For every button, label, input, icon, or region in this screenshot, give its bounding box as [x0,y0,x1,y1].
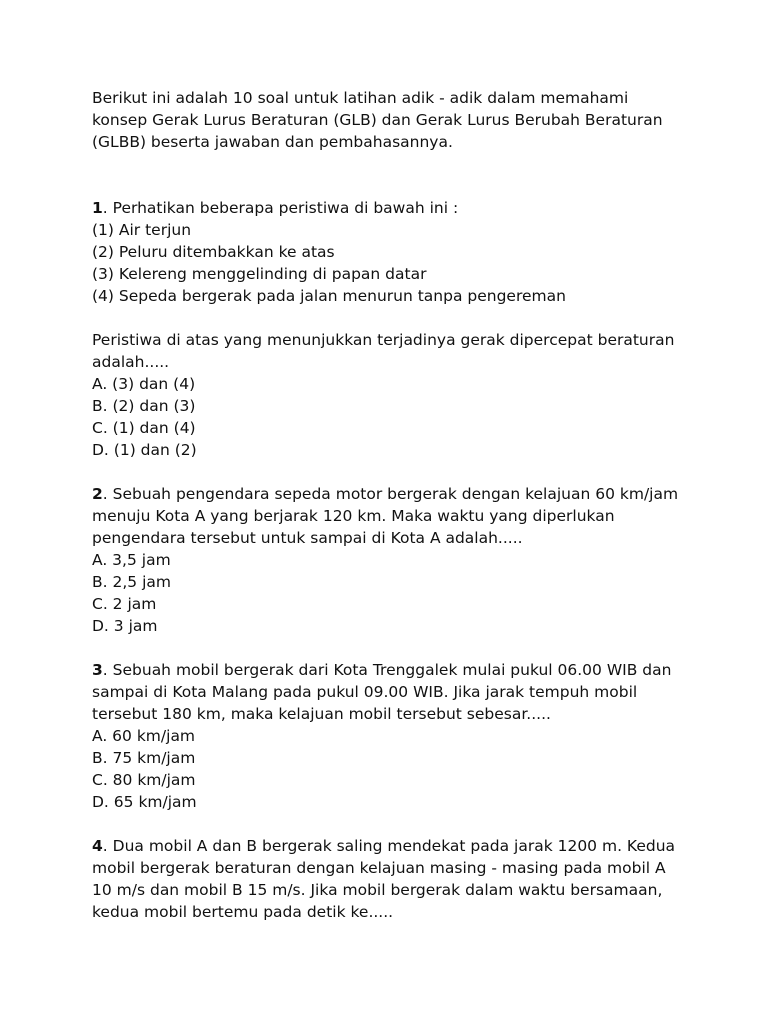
question-text-line: tersebut 180 km, maka kelajuan mobil tersebut sebesar..... [92,705,551,723]
question-2-heading [92,483,692,505]
question-number: 2 [92,485,103,503]
answer-option: C. 2 jam [92,595,157,613]
question-1 [92,197,692,307]
answer-option: B. 75 km/jam [92,749,196,767]
question-text: . Perhatikan beberapa peristiwa di bawah ini : [102,199,459,217]
question-stem-line: adalah..... [92,353,170,371]
question-number: 4 [92,837,103,855]
answer-option: A. (3) dan (4) [92,375,196,393]
intro-line: (GLBB) beserta jawaban dan pembahasannya. [92,133,453,151]
intro-line: Berikut ini adalah 10 soal untuk latihan adik - adik dalam memahami [92,89,629,107]
answer-option: D. (1) dan (2) [92,441,197,459]
event-item: (1) Air terjun [92,221,192,239]
question-number: 3 [92,661,103,679]
question-text-line: sampai di Kota Malang pada pukul 09.00 WIB. Jika jarak tempuh mobil [92,683,638,701]
question-number: 1 [92,199,103,217]
question-stem-line: Peristiwa di atas yang menunjukkan terjadinya gerak dipercepat beraturan [92,331,675,349]
answer-option: D. 3 jam [92,617,158,635]
question-text-line: kedua mobil bertemu pada detik ke..... [92,903,394,921]
question-text-line: menuju Kota A yang berjarak 120 km. Maka waktu yang diperlukan [92,507,615,525]
question-text: . Sebuah pengendara sepeda motor bergerak dengan kelajuan 60 km/jam [102,485,679,503]
question-4-heading [92,835,692,857]
question-1-heading [92,197,692,219]
answer-option: A. 3,5 jam [92,551,171,569]
intro-paragraph [92,87,692,153]
answer-option: B. 2,5 jam [92,573,171,591]
question-text-line: pengendara tersebut untuk sampai di Kota A adalah..... [92,529,523,547]
answer-option: C. (1) dan (4) [92,419,196,437]
answer-option: C. 80 km/jam [92,771,196,789]
answer-option: D. 65 km/jam [92,793,197,811]
question-3 [92,659,692,813]
event-item: (4) Sepeda bergerak pada jalan menurun tanpa pengereman [92,287,566,305]
question-2 [92,483,692,637]
intro-line: konsep Gerak Lurus Beraturan (GLB) dan Gerak Lurus Berubah Beraturan [92,111,663,129]
question-text-line: 10 m/s dan mobil B 15 m/s. Jika mobil bergerak dalam waktu bersamaan, [92,881,663,899]
question-4 [92,835,692,923]
question-text: . Dua mobil A dan B bergerak saling mendekat pada jarak 1200 m. Kedua [102,837,676,855]
event-item: (2) Peluru ditembakkan ke atas [92,243,335,261]
answer-option: B. (2) dan (3) [92,397,196,415]
document-page [92,87,692,923]
answer-option: A. 60 km/jam [92,727,196,745]
event-item: (3) Kelereng menggelinding di papan datar [92,265,427,283]
question-1-stem [92,329,692,461]
question-text: . Sebuah mobil bergerak dari Kota Trenggalek mulai pukul 06.00 WIB dan [102,661,672,679]
question-3-heading [92,659,692,681]
question-text-line: mobil bergerak beraturan dengan kelajuan masing - masing pada mobil A [92,859,666,877]
